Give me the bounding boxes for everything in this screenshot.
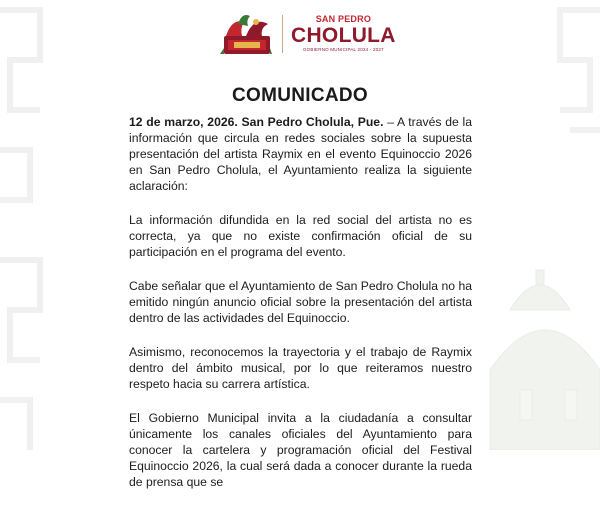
- brand-wordmark: [291, 15, 396, 53]
- paragraph-intro: [129, 114, 472, 194]
- watermark-pattern-right-top: [510, 0, 600, 140]
- brand-main-text: CHOLULA: [291, 24, 396, 48]
- brand-top-text: SAN PEDRO: [315, 14, 372, 25]
- paragraph: Asimismo, reconocemos la trayectoria y el trabajo de Raymix dentro del ámbito musical, por lo que reiteramos nuestro respeto hacia su carrera artística.: [129, 345, 472, 391]
- lead-date: 12 de marzo, 2026. San Pedro Cholula, Pue.: [129, 115, 384, 129]
- header-logo: [214, 10, 396, 58]
- paragraph-intro-text: – A través de la información que circula en redes sociales sobre la supuesta presentación del artista Raymix en el evento Equinoccio 2026 en San Pedro Cholula, el Ayuntamiento realiza la siguiente aclaración:: [129, 115, 472, 193]
- document-title: COMUNICADO: [232, 85, 368, 106]
- watermark-church-dome: [470, 250, 600, 450]
- paragraph: La información difundida en la red social del artista no es correcta, ya que no existe confirmación oficial de su participación en el programa del evento.: [129, 213, 472, 259]
- brand-sub-text: GOBIERNO MUNICIPAL 2024 - 2027: [302, 47, 384, 53]
- municipal-seal-icon: [214, 10, 278, 58]
- paragraph: El Gobierno Municipal invita a la ciudadanía a consultar únicamente los canales oficiales del Ayuntamiento para conocer la cartelera y programación oficial del Festival Equinoccio 2026, la cual será dada a conocer durante la rueda de prensa que se: [129, 411, 472, 489]
- watermark-pattern-left: [0, 0, 70, 450]
- header-divider: [282, 15, 283, 53]
- document-body: [129, 114, 472, 508]
- paragraph: Cabe señalar que el Ayuntamiento de San Pedro Cholula no ha emitido ningún anuncio oficial sobre la presentación del artista dentro de las actividades del Equinoccio.: [129, 279, 472, 325]
